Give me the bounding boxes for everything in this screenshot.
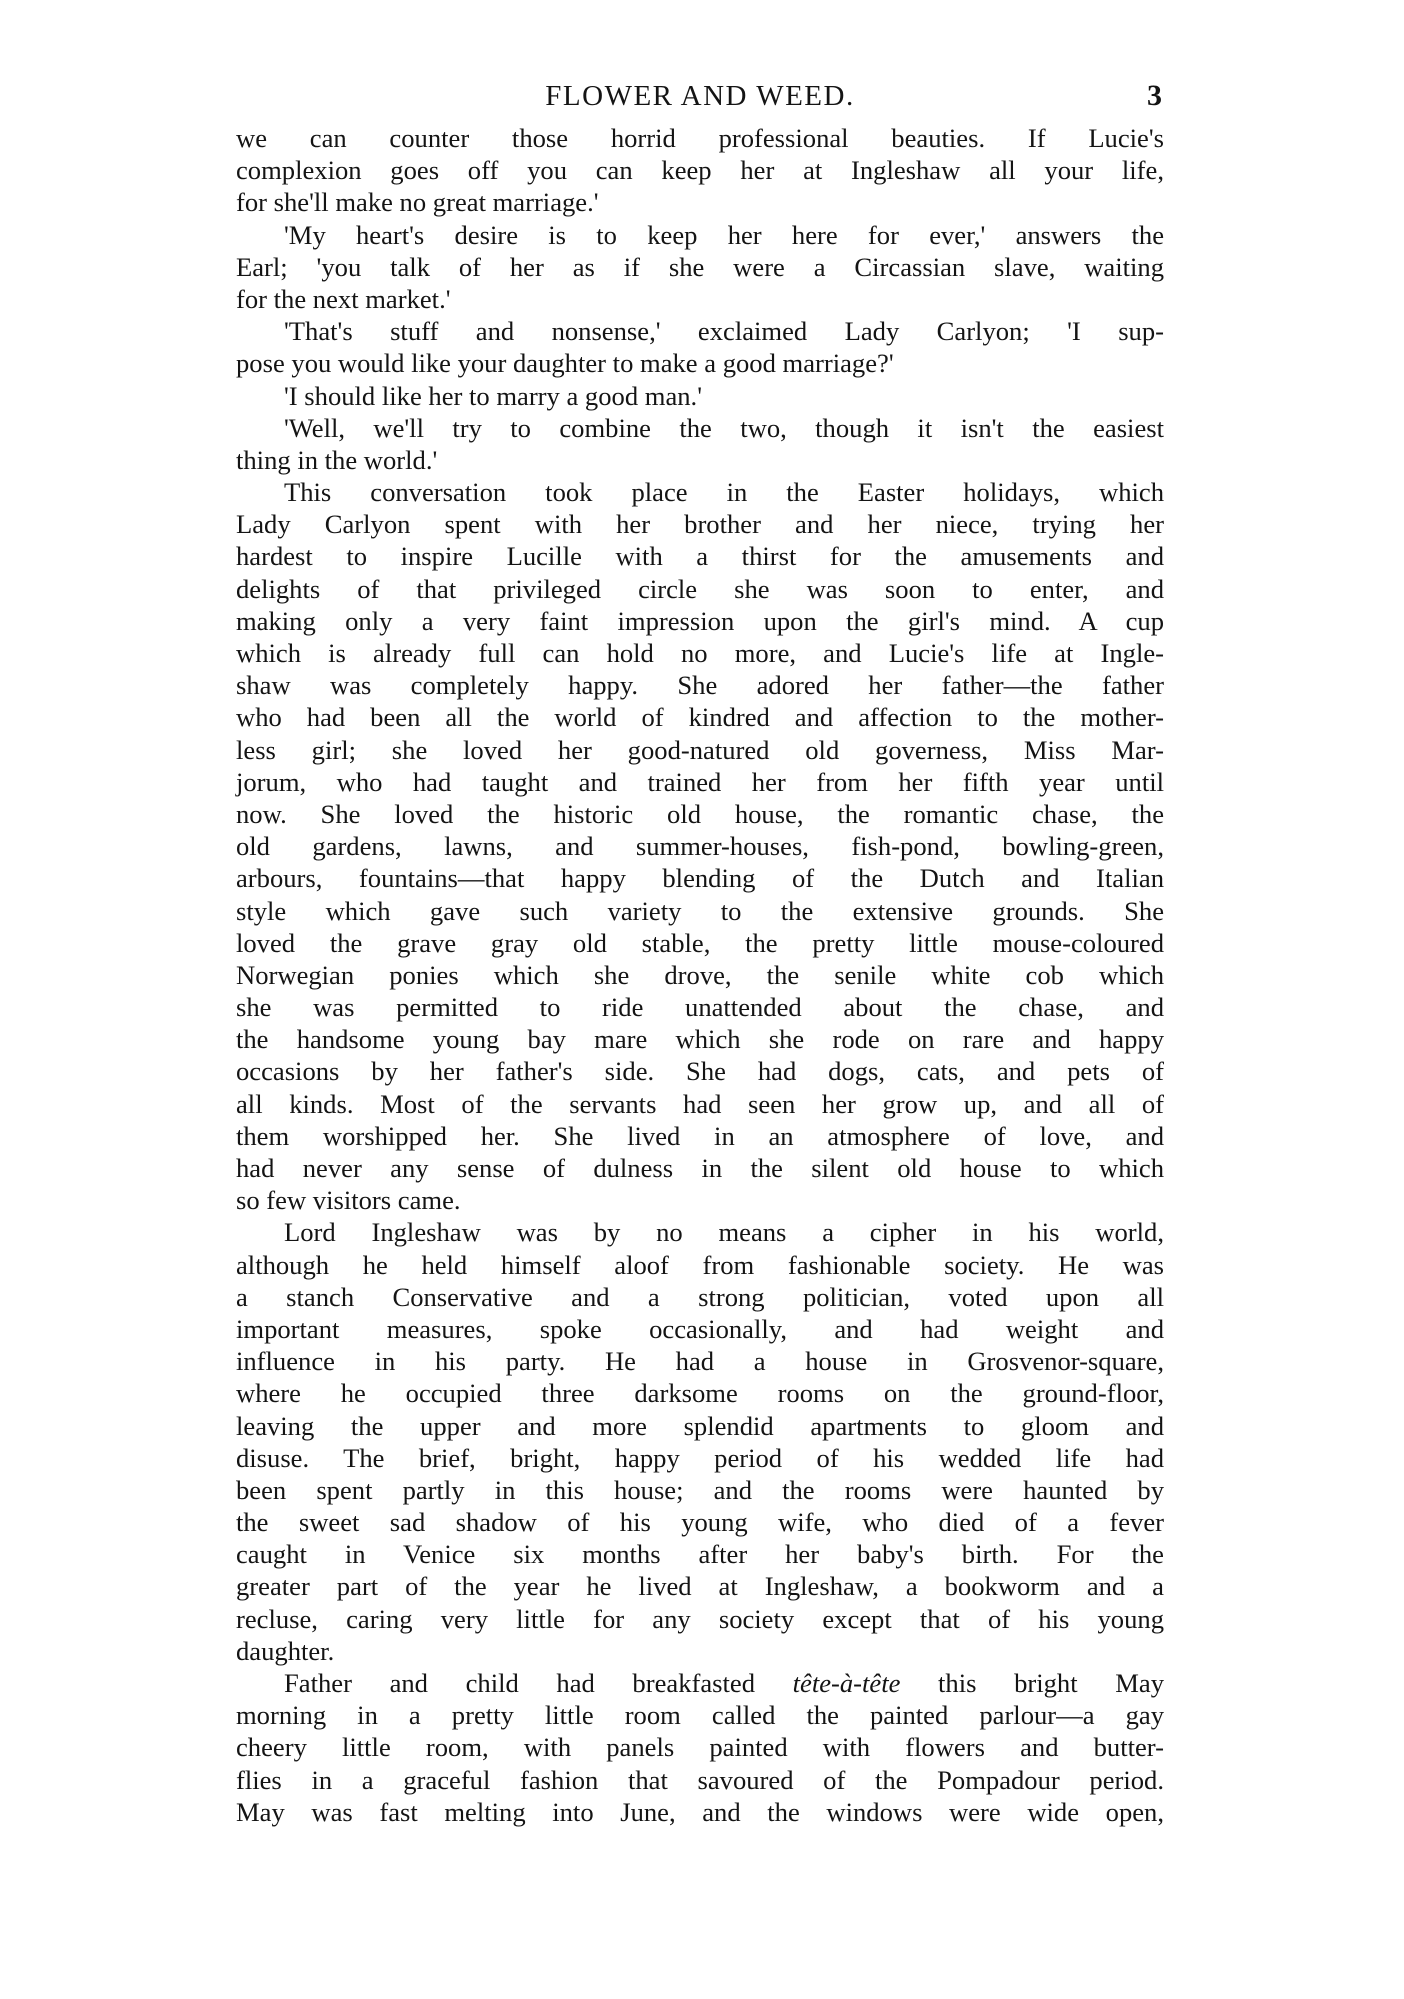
final-paragraph bbox=[236, 1667, 1164, 1828]
text-line: less girl; she loved her good-natured old governess, Miss Mar- bbox=[236, 734, 1164, 765]
text-line: for the next market.' bbox=[236, 283, 451, 314]
text-line: so few visitors came. bbox=[236, 1185, 461, 1216]
text-line: Norwegian ponies which she drove, the senile white cob which bbox=[236, 959, 1164, 990]
text-line: disuse. The brief, bright, happy period of his wedded life had bbox=[236, 1442, 1164, 1473]
text-line: had never any sense of dulness in the silent old house to which bbox=[236, 1153, 1164, 1183]
text-line: recluse, caring very little for any society except that of his young bbox=[236, 1603, 1164, 1634]
text-line: occasions by her father's side. She had dogs, cats, and pets of bbox=[236, 1056, 1164, 1087]
text-line: a stanch Conservative and a strong politician, voted upon all bbox=[236, 1281, 1164, 1312]
text-line: morning in a pretty little room called the painted parlour—a gay bbox=[236, 1700, 1164, 1731]
running-title: FLOWER AND WEED. bbox=[545, 80, 855, 112]
text-line: shaw was completely happy. She adored her father—the father bbox=[236, 670, 1164, 701]
text-line: 'My heart's desire is to keep her here for ever,' answers the bbox=[284, 219, 1164, 250]
text-line: although he held himself aloof from fashionable society. He was bbox=[236, 1249, 1164, 1280]
text-line: arbours, fountains—that happy blending of the Dutch and Italian bbox=[236, 863, 1164, 894]
text-line: leaving the upper and more splendid apartments to gloom and bbox=[236, 1410, 1164, 1441]
text-line: making only a very faint impression upon the girl's mind. A cup bbox=[236, 605, 1164, 636]
text-line: which is already full can hold no more, and Lucie's life at Ingle- bbox=[236, 638, 1164, 668]
text-line: important measures, spoke occasionally, and had weight and bbox=[236, 1313, 1164, 1344]
text-line: hardest to inspire Lucille with a thirst for the amusements and bbox=[236, 541, 1164, 572]
text-line: flies in a graceful fashion that savoured of the Pompadour period. bbox=[236, 1764, 1164, 1795]
text-line: thing in the world.' bbox=[236, 444, 438, 475]
page-header bbox=[236, 78, 1164, 118]
text-line: complexion goes off you can keep her at Ingleshaw all your life, bbox=[236, 155, 1164, 186]
text-line: delights of that privileged circle she was soon to enter, and bbox=[236, 573, 1164, 604]
text-line: influence in his party. He had a house in Grosvenor-square, bbox=[236, 1346, 1164, 1377]
text-line: them worshipped her. She lived in an atmosphere of love, and bbox=[236, 1120, 1164, 1151]
text-line: cheery little room, with panels painted with flowers and butter- bbox=[236, 1732, 1164, 1763]
text-line bbox=[236, 1667, 1164, 1699]
text-line: Earl; 'you talk of her as if she were a Circassian slave, waiting bbox=[236, 251, 1164, 282]
text-line: she was permitted to ride unattended about the chase, and bbox=[236, 992, 1164, 1023]
text-line: the sweet sad shadow of his young wife, who died of a fever bbox=[236, 1507, 1164, 1538]
text-line: daughter. bbox=[236, 1635, 335, 1666]
text-line: Lady Carlyon spent with her brother and her niece, trying her bbox=[236, 509, 1164, 540]
text-line: This conversation took place in the Easter holidays, which bbox=[284, 477, 1164, 508]
text-segment: this bright May bbox=[900, 1668, 1164, 1698]
text-line: style which gave such variety to the extensive grounds. She bbox=[236, 895, 1164, 926]
text-line: the handsome young bay mare which she rode on rare and happy bbox=[236, 1024, 1164, 1055]
text-line: greater part of the year he lived at Ingleshaw, a bookworm and a bbox=[236, 1571, 1164, 1602]
text-line: 'I should like her to marry a good man.' bbox=[284, 380, 702, 411]
body-text bbox=[236, 122, 1164, 1667]
text-line: all kinds. Most of the servants had seen her grow up, and all of bbox=[236, 1088, 1164, 1119]
text-line: we can counter those horrid professional beauties. If Lucie's bbox=[236, 123, 1164, 153]
text-line: jorum, who had taught and trained her from her fifth year until bbox=[236, 766, 1164, 797]
text-line: 'Well, we'll try to combine the two, though it isn't the easiest bbox=[284, 412, 1164, 443]
text-line: who had been all the world of kindred and affection to the mother- bbox=[236, 702, 1164, 733]
text-line: caught in Venice six months after her baby's birth. For the bbox=[236, 1539, 1164, 1570]
book-page bbox=[236, 78, 1164, 1828]
text-line: 'That's stuff and nonsense,' exclaimed Lady Carlyon; 'I sup- bbox=[284, 316, 1164, 347]
text-line: for she'll make no great marriage.' bbox=[236, 187, 599, 218]
text-line: pose you would like your daughter to make a good marriage?' bbox=[236, 348, 894, 379]
text-line: loved the grave gray old stable, the pretty little mouse-coloured bbox=[236, 927, 1164, 958]
page-number: 3 bbox=[1147, 79, 1162, 112]
text-line: where he occupied three darksome rooms on the ground-floor, bbox=[236, 1378, 1164, 1409]
text-line: now. She loved the historic old house, the romantic chase, the bbox=[236, 798, 1164, 829]
text-line: Lord Ingleshaw was by no means a cipher in his world, bbox=[284, 1217, 1164, 1248]
text-line: been spent partly in this house; and the rooms were haunted by bbox=[236, 1474, 1164, 1505]
text-segment: Father and child had breakfasted bbox=[284, 1668, 793, 1698]
italic-phrase: tête-à-tête bbox=[792, 1668, 901, 1698]
text-line: old gardens, lawns, and summer-houses, fish-pond, bowling-green, bbox=[236, 831, 1164, 862]
text-line: May was fast melting into June, and the windows were wide open, bbox=[236, 1796, 1164, 1827]
